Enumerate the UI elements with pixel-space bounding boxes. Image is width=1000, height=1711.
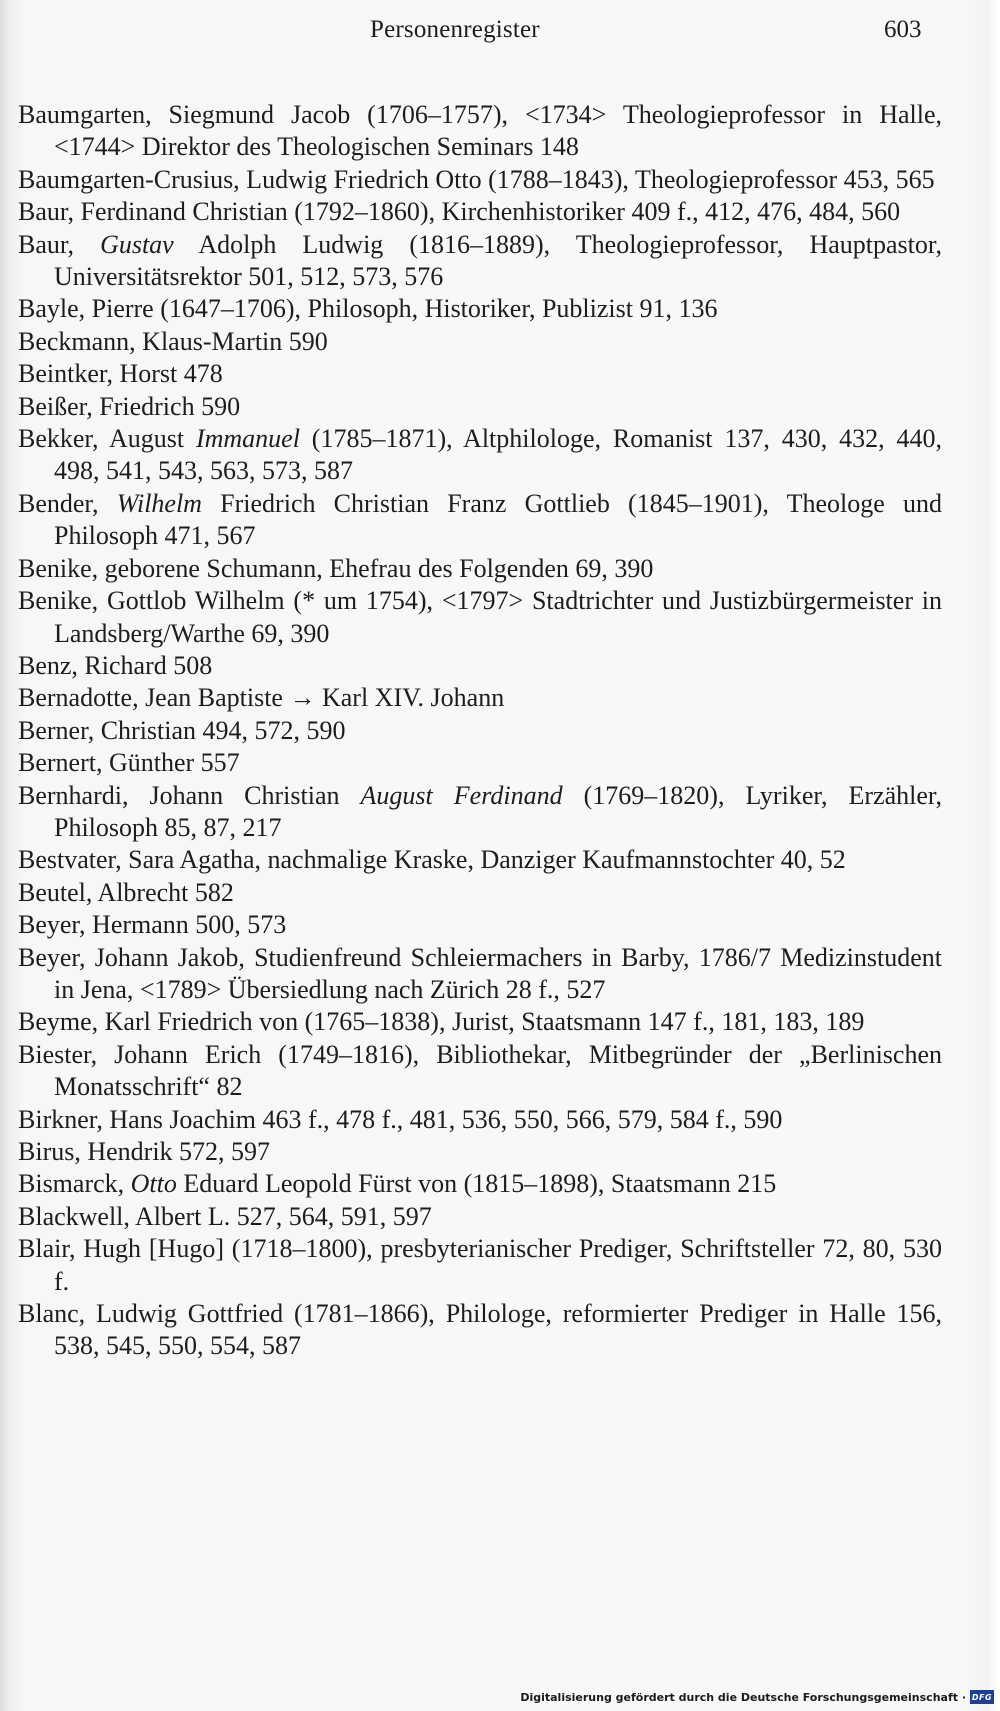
entry-text: Blanc, Ludwig Gottfried (1781–1866), Philologe, reformierter Prediger in Halle 156, 538, 545, 550, 554, 587: [18, 1299, 942, 1361]
index-entry: [18, 747, 942, 779]
digitization-footer: [520, 1687, 994, 1707]
entry-text: Baumgarten, Siegmund Jacob (1706–1757), <1734> Theologieprofessor in Halle, <1744> Direktor des Theologischen Seminars 148: [18, 100, 942, 162]
index-entries: [18, 99, 942, 1363]
entry-text: Beutel, Albrecht 582: [18, 877, 234, 907]
entry-text: Birus, Hendrik 572, 597: [18, 1137, 271, 1166]
entry-text: Baumgarten-Crusius, Ludwig Friedrich Otto (1788–1843), Theologieprofessor 453, 565: [18, 164, 935, 194]
index-entry: [18, 780, 942, 845]
index-entry: [18, 326, 942, 358]
index-entry: [18, 99, 942, 164]
entry-text: (1769–1820), Lyriker, Erzähler, Philosoph 85, 87, 217: [54, 780, 943, 842]
index-entry: [18, 164, 942, 196]
index-entry: [18, 1298, 942, 1363]
index-entry: [18, 1006, 942, 1038]
entry-text: Baur,: [18, 229, 101, 259]
index-entry: [18, 229, 942, 294]
entry-text: Biester, Johann Erich (1749–1816), Bibliothekar, Mitbegründer der „Berlinischen Monatsschrift“ 82: [18, 1039, 942, 1102]
index-entry: [18, 909, 942, 941]
index-entry: [18, 553, 942, 585]
index-entry: [18, 1201, 942, 1233]
running-head: Personenregister: [370, 16, 540, 43]
entry-text: Benz, Richard 508: [18, 650, 213, 680]
entry-text: Friedrich Christian Franz Gottlieb (1845–1901), Theologe und Philosoph 471, 567: [54, 488, 942, 551]
entry-text: Eduard Leopold Fürst von (1815–1898), Staatsmann 215: [176, 1169, 777, 1199]
index-entry: [18, 1136, 942, 1168]
index-entry: [18, 1233, 942, 1298]
entry-text: Benike, geborene Schumann, Ehefrau des Folgenden 69, 390: [18, 553, 654, 583]
entry-text: Beyer, Hermann 500, 573: [18, 910, 287, 940]
entry-text: Beyme, Karl Friedrich von (1765–1838), Jurist, Staatsmann 147 f., 181, 183, 189: [18, 1007, 865, 1037]
entry-text: Bernert, Günther 557: [18, 748, 240, 778]
index-entry: [18, 1104, 942, 1136]
footer-text: Digitalisierung gefördert durch die Deutsche Forschungsgemeinschaft ·: [520, 1690, 966, 1704]
entry-text: Blair, Hugh [Hugo] (1718–1800), presbyterianischer Prediger, Schriftsteller 72, 80, 530 f.: [18, 1234, 942, 1296]
entry-text: Bestvater, Sara Agatha, nachmalige Kraske, Danziger Kaufmannstochter 40, 52: [18, 845, 846, 875]
entry-text: Beyer, Johann Jakob, Studienfreund Schleiermachers in Barby, 1786/7 Medizinstudent in Jena, <1789> Übersiedlung nach Zürich 28 f., 527: [18, 942, 942, 1004]
index-entry: [18, 844, 942, 876]
entry-text: Bekker, August: [18, 424, 196, 454]
index-entry: [18, 423, 942, 488]
entry-text: Birkner, Hans Joachim 463 f., 478 f., 481, 536, 550, 566, 579, 584 f., 590: [18, 1104, 783, 1134]
entry-text: Adolph Ludwig (1816–1889), Theologieprofessor, Hauptpastor, Universitätsrektor 501, 512, 573, 576: [54, 229, 942, 292]
index-entry: [18, 293, 942, 325]
page-number: 603: [884, 16, 922, 43]
entry-text: Bayle, Pierre (1647–1706), Philosoph, Historiker, Publizist 91, 136: [18, 294, 718, 324]
entry-text: Bernadotte, Jean Baptiste → Karl XIV. Johann: [18, 683, 505, 713]
entry-text: Benike, Gottlob Wilhelm (* um 1754), <1797> Stadtrichter und Justizbürgermeister in Landsberg/Warthe 69, 390: [18, 586, 942, 648]
entry-text: Bismarck,: [18, 1169, 131, 1199]
index-entry: [18, 1039, 942, 1104]
index-entry: [18, 358, 942, 390]
index-entry: [18, 715, 942, 747]
index-entry: [18, 391, 942, 423]
index-entry: [18, 1168, 942, 1200]
entry-text: Beißer, Friedrich 590: [18, 391, 241, 421]
entry-text: Berner, Christian 494, 572, 590: [18, 715, 346, 745]
entry-text: Bender,: [18, 488, 117, 518]
index-entry: [18, 196, 942, 228]
entry-text: Beckmann, Klaus-Martin 590: [18, 326, 328, 356]
entry-text: Beintker, Horst 478: [18, 359, 223, 389]
index-entry: [18, 650, 942, 682]
entry-italic-name: Otto: [130, 1169, 177, 1199]
entry-text: Baur, Ferdinand Christian (1792–1860), Kirchenhistoriker 409 f., 412, 476, 484, 560: [18, 197, 901, 227]
index-entry: [18, 488, 942, 553]
index-entry: [18, 585, 942, 650]
entry-text: Blackwell, Albert L. 527, 564, 591, 597: [18, 1201, 432, 1231]
index-entry: [18, 877, 942, 909]
entry-italic-name: Wilhelm: [116, 488, 202, 518]
index-entry: [18, 682, 942, 714]
entry-italic-name: August Ferdinand: [360, 780, 563, 810]
entry-text: Bernhardi, Johann Christian: [18, 780, 361, 810]
entry-italic-name: Gustav: [100, 229, 174, 259]
index-entry: [18, 942, 942, 1007]
entry-italic-name: Immanuel: [195, 424, 300, 454]
entry-text: (1785–1871), Altphilologe, Romanist 137, 430, 432, 440, 498, 541, 543, 563, 573, 587: [54, 424, 942, 486]
dfg-logo-icon: DFG: [970, 1690, 994, 1704]
